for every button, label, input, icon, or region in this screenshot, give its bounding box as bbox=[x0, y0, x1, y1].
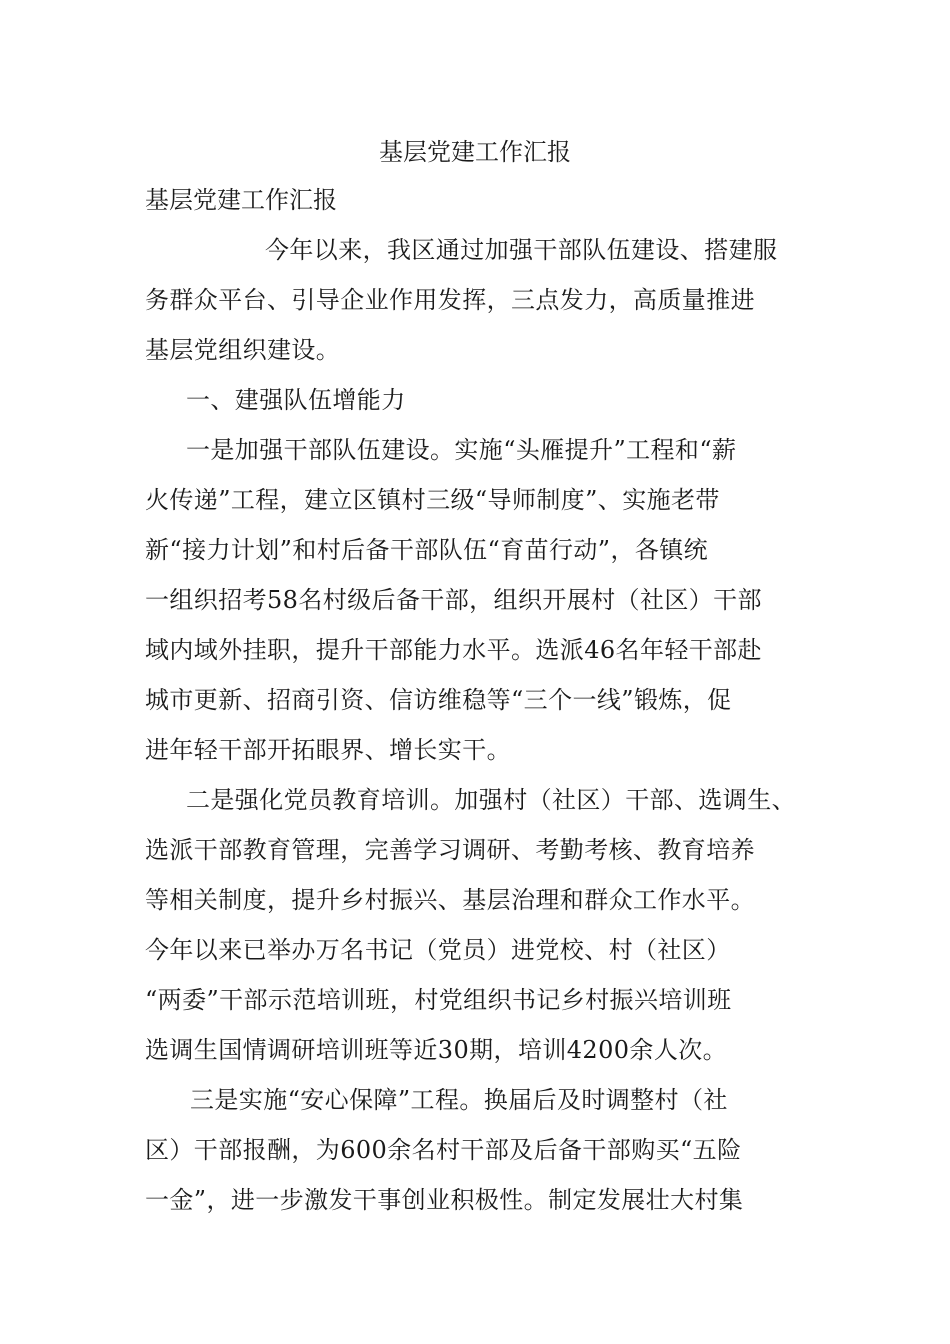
paragraph-line: 一是加强干部队伍建设。实施“头雁提升”工程和“薪 bbox=[186, 436, 737, 464]
paragraph-line: 选派干部教育管理，完善学习调研、考勤考核、教育培养 bbox=[145, 836, 755, 864]
paragraph-line: “两委”干部示范培训班，村党组织书记乡村振兴培训班 bbox=[145, 986, 732, 1014]
paragraph-line: 基层党组织建设。 bbox=[145, 336, 341, 364]
paragraph-line: 一组织招考58名村级后备干部，组织开展村（社区）干部 bbox=[145, 586, 762, 614]
paragraph-line: 区）干部报酬，为600余名村干部及后备干部购买“五险 bbox=[145, 1136, 742, 1164]
section-heading: 一、建强队伍增能力 bbox=[186, 386, 406, 414]
paragraph-line: 域内域外挂职，提升干部能力水平。选派46名年轻干部赴 bbox=[145, 636, 762, 664]
paragraph-line: 选调生国情调研培训班等近30期，培训4200余人次。 bbox=[145, 1036, 728, 1064]
document-subtitle: 基层党建工作汇报 bbox=[145, 186, 337, 214]
paragraph-line: 城市更新、招商引资、信访维稳等“三个一线”锻炼，促 bbox=[145, 686, 732, 714]
paragraph-line: 二是强化党员教育培训。加强村（社区）干部、选调生、 bbox=[186, 786, 796, 814]
document-title: 基层党建工作汇报 bbox=[379, 138, 571, 166]
paragraph-line: 进年轻干部开拓眼界、增长实干。 bbox=[145, 736, 511, 764]
paragraph-line: 今年以来已举办万名书记（党员）进党校、村（社区） bbox=[145, 936, 731, 964]
paragraph-line: 三是实施“安心保障”工程。换届后及时调整村（社 bbox=[190, 1086, 728, 1114]
paragraph-line: 火传递”工程，建立区镇村三级“导师制度”、实施老带 bbox=[145, 486, 720, 514]
paragraph-line: 新“接力计划”和村后备干部队伍“育苗行动”，各镇统 bbox=[145, 536, 709, 564]
paragraph-line: 务群众平台、引导企业作用发挥，三点发力，高质量推进 bbox=[145, 286, 755, 314]
paragraph-line: 等相关制度，提升乡村振兴、基层治理和群众工作水平。 bbox=[145, 886, 755, 914]
paragraph-line: 今年以来，我区通过加强干部队伍建设、搭建服 bbox=[265, 236, 778, 264]
paragraph-line: 一金”，进一步激发干事创业积极性。制定发展壮大村集 bbox=[145, 1186, 744, 1214]
